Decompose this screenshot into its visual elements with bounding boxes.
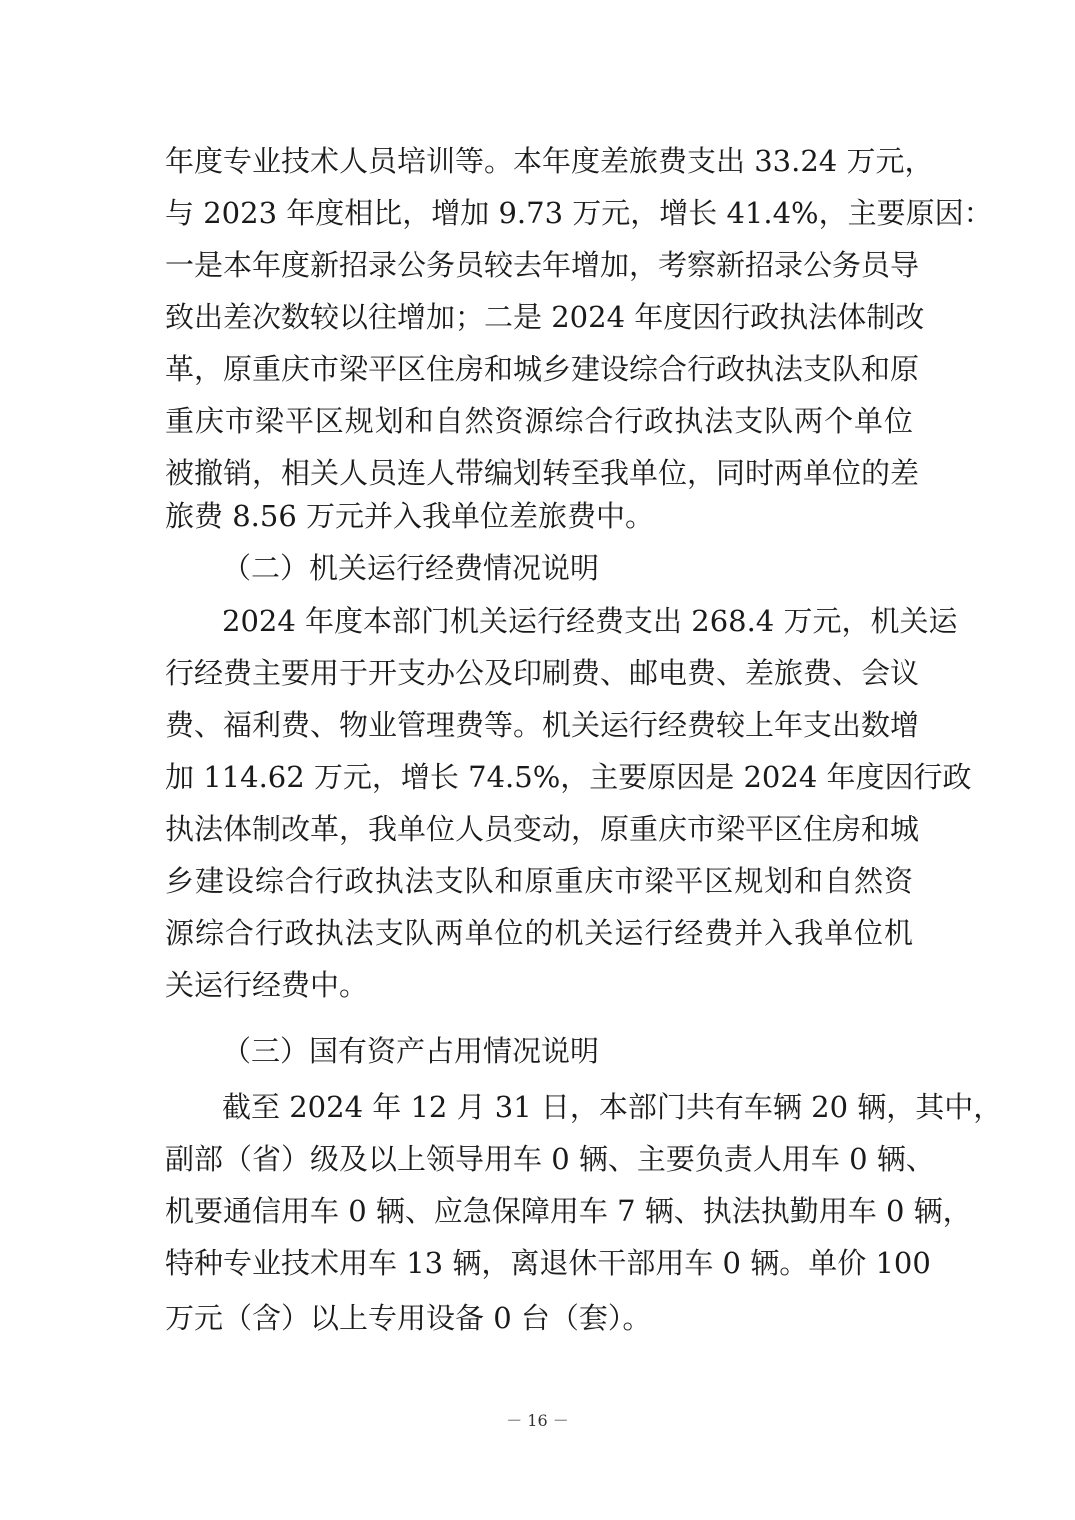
paragraph-line: 致出差次数较以往增加；二是 2024 年度因行政执法体制改 <box>165 300 925 334</box>
section-heading-assets: （三）国有资产占用情况说明 <box>222 1034 600 1068</box>
paragraph-line: 旅费 8.56 万元并入我单位差旅费中。 <box>165 499 655 533</box>
paragraph-line: 源综合行政执法支队两单位的机关运行经费并入我单位机 <box>165 916 913 950</box>
paragraph-line: 年度专业技术人员培训等。本年度差旅费支出 33.24 万元， <box>165 144 934 178</box>
paragraph-line: 乡建设综合行政执法支队和原重庆市梁平区规划和自然资 <box>165 864 913 898</box>
paragraph-line: 关运行经费中。 <box>165 968 369 1002</box>
paragraph-line: 与 2023 年度相比，增加 9.73 万元，增长 41.4%，主要原因： <box>165 196 993 230</box>
paragraph-line: 一是本年度新招录公务员较去年增加，考察新招录公务员导 <box>165 248 920 282</box>
paragraph-line: 被撤销，相关人员连人带编划转至我单位，同时两单位的差 <box>165 456 920 490</box>
paragraph-line: 特种专业技术用车 13 辆，离退休干部用车 0 辆。单价 100 <box>165 1246 931 1280</box>
paragraph-line: 万元（含）以上专用设备 0 台（套）。 <box>165 1301 652 1335</box>
section-heading-operating: （二）机关运行经费情况说明 <box>222 551 600 585</box>
page-number: － 16 － <box>506 1411 569 1430</box>
paragraph-line: 革，原重庆市梁平区住房和城乡建设综合行政执法支队和原 <box>165 352 920 386</box>
paragraph-line: 执法体制改革，我单位人员变动，原重庆市梁平区住房和城 <box>165 812 920 846</box>
paragraph-line: 费、福利费、物业管理费等。机关运行经费较上年支出数增 <box>165 708 920 742</box>
paragraph-line: 截至 2024 年 12 月 31 日，本部门共有车辆 20 辆，其中， <box>222 1090 1003 1124</box>
paragraph-line: 加 114.62 万元，增长 74.5%，主要原因是 2024 年度因行政 <box>165 760 972 794</box>
paragraph-line: 副部（省）级及以上领导用车 0 辆、主要负责人用车 0 辆、 <box>165 1142 935 1176</box>
paragraph-line: 行经费主要用于开支办公及印刷费、邮电费、差旅费、会议 <box>165 656 920 690</box>
paragraph-line: 机要通信用车 0 辆、应急保障用车 7 辆、执法执勤用车 0 辆， <box>165 1194 972 1228</box>
paragraph-line: 2024 年度本部门机关运行经费支出 268.4 万元，机关运 <box>222 604 958 638</box>
paragraph-line: 重庆市梁平区规划和自然资源综合行政执法支队两个单位 <box>165 404 913 438</box>
